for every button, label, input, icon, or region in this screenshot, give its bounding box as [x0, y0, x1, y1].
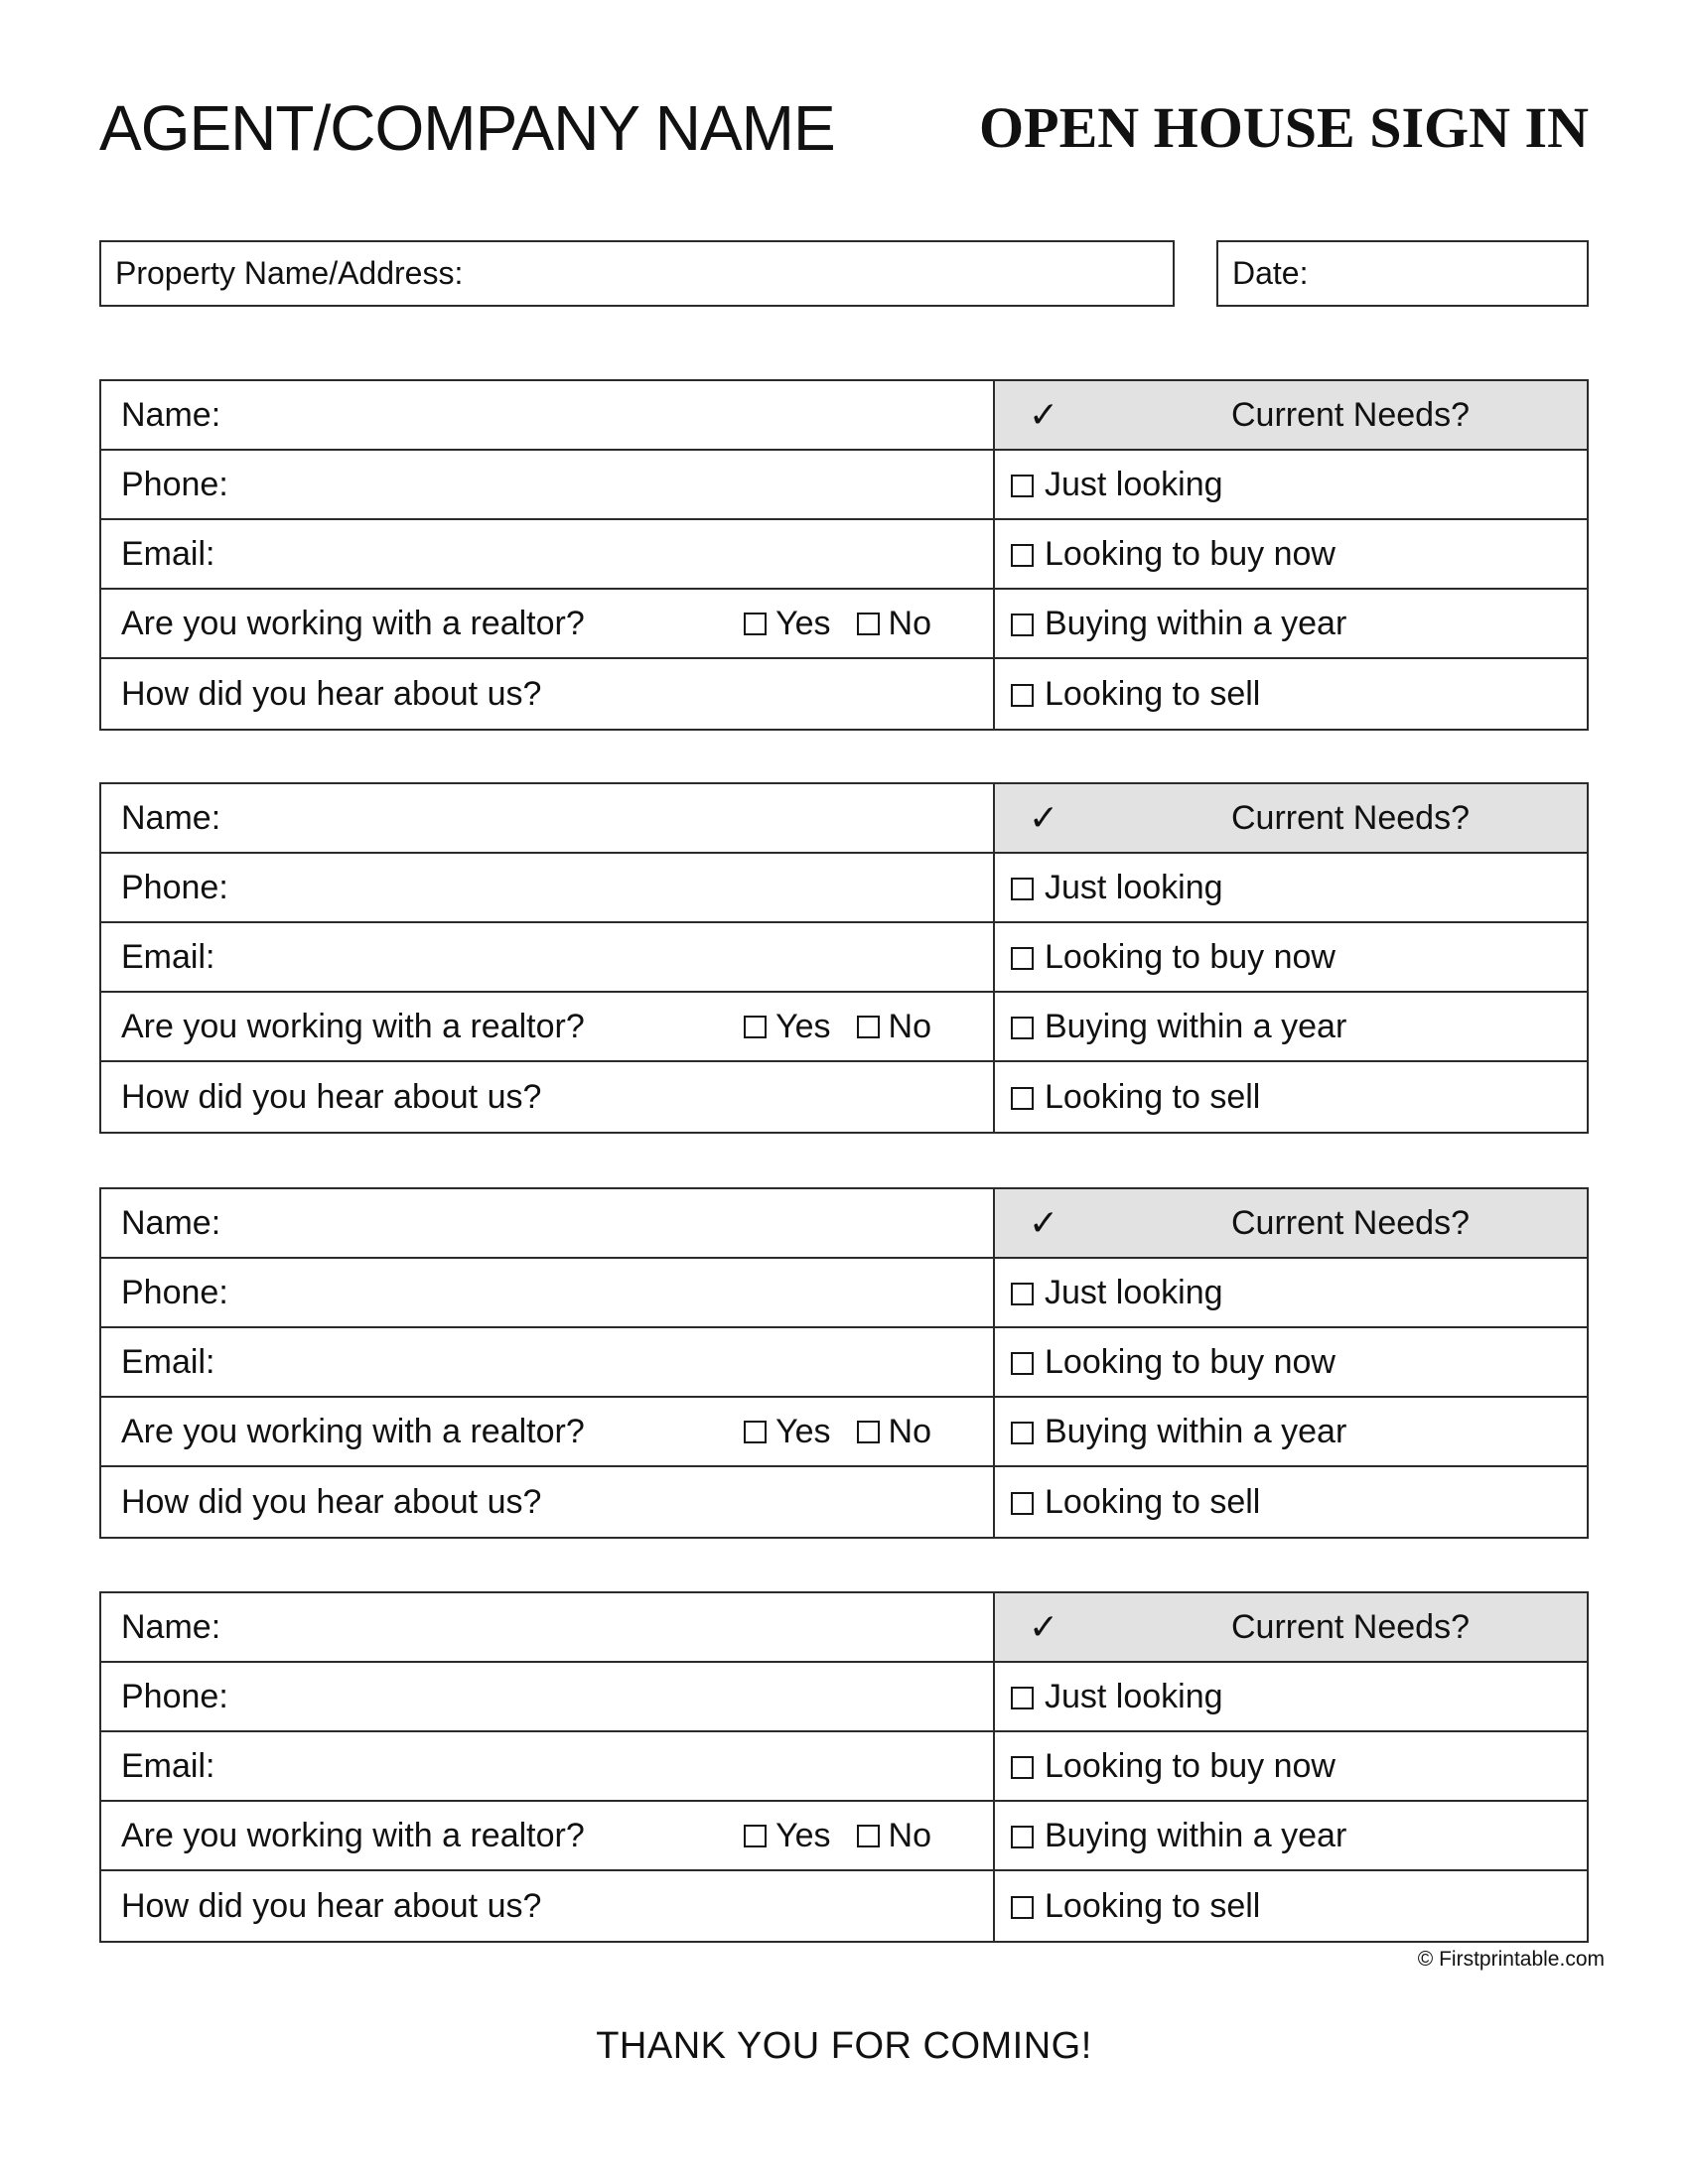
needs-option-label: Just looking — [1045, 868, 1223, 906]
realtor-question-row — [101, 590, 993, 659]
hear-about-us-field[interactable] — [101, 1467, 993, 1537]
no-label: No — [888, 1816, 931, 1854]
date-label: Date: — [1232, 255, 1309, 291]
phone-label: Phone: — [121, 1273, 228, 1311]
name-field[interactable] — [101, 784, 993, 854]
checkbox-icon[interactable] — [1011, 684, 1034, 707]
needs-option-row — [993, 1871, 1587, 1941]
needs-option-row — [993, 1802, 1587, 1871]
yes-label: Yes — [775, 1816, 831, 1854]
checkbox-icon[interactable] — [1011, 475, 1034, 497]
hear-about-us-field[interactable] — [101, 1871, 993, 1941]
realtor-question-row — [101, 1802, 993, 1871]
thank-you-message: THANK YOU FOR COMING! — [596, 2025, 1092, 2067]
no-checkbox-icon[interactable] — [857, 1825, 880, 1847]
property-address-label: Property Name/Address: — [115, 255, 464, 291]
needs-option-label: Just looking — [1045, 1677, 1223, 1715]
realtor-question-row — [101, 993, 993, 1062]
email-field[interactable] — [101, 1732, 993, 1802]
check-mark-icon: ✓ — [1029, 394, 1059, 436]
no-label: No — [888, 1412, 931, 1450]
needs-option-label: Buying within a year — [1045, 1007, 1347, 1045]
yes-checkbox-icon[interactable] — [744, 1421, 767, 1443]
needs-option-row — [993, 1467, 1587, 1537]
name-label: Name: — [121, 1607, 221, 1646]
needs-header-label: Current Needs? — [1230, 1607, 1470, 1646]
yes-option — [744, 1817, 830, 1855]
checkbox-icon[interactable] — [1011, 1687, 1034, 1709]
realtor-question-label: Are you working with a realtor? — [121, 1816, 585, 1854]
realtor-question-row — [101, 1398, 993, 1467]
check-mark-icon: ✓ — [1029, 1202, 1059, 1244]
needs-option-row — [993, 923, 1587, 993]
checkbox-icon[interactable] — [1011, 1352, 1034, 1375]
needs-option-row — [993, 1663, 1587, 1732]
checkbox-icon[interactable] — [1011, 1017, 1034, 1039]
name-label: Name: — [121, 798, 221, 837]
needs-option-label: Looking to buy now — [1045, 937, 1336, 976]
needs-header — [993, 1189, 1587, 1259]
needs-option-row — [993, 854, 1587, 923]
checkbox-icon[interactable] — [1011, 1283, 1034, 1305]
needs-header-label: Current Needs? — [1230, 395, 1470, 434]
realtor-question-label: Are you working with a realtor? — [121, 604, 585, 642]
email-label: Email: — [121, 534, 215, 573]
yes-label: Yes — [775, 604, 831, 642]
agent-company-title: AGENT/COMPANY NAME — [99, 92, 835, 164]
yes-option — [744, 1413, 830, 1451]
name-field[interactable] — [101, 1593, 993, 1663]
phone-label: Phone: — [121, 465, 228, 503]
checkbox-icon[interactable] — [1011, 1896, 1034, 1919]
hear-about-us-label: How did you hear about us? — [121, 674, 542, 713]
phone-field[interactable] — [101, 451, 993, 520]
realtor-question-label: Are you working with a realtor? — [121, 1412, 585, 1450]
phone-field[interactable] — [101, 854, 993, 923]
checkbox-icon[interactable] — [1011, 1422, 1034, 1444]
hear-about-us-label: How did you hear about us? — [121, 1482, 542, 1521]
checkbox-icon[interactable] — [1011, 544, 1034, 567]
email-field[interactable] — [101, 520, 993, 590]
realtor-question-label: Are you working with a realtor? — [121, 1007, 585, 1045]
email-label: Email: — [121, 1342, 215, 1381]
yes-no-group — [744, 1008, 931, 1046]
no-label: No — [888, 604, 931, 642]
needs-option-label: Just looking — [1045, 1273, 1223, 1311]
property-address-field[interactable] — [99, 240, 1175, 307]
hear-about-us-label: How did you hear about us? — [121, 1886, 542, 1925]
no-checkbox-icon[interactable] — [857, 613, 880, 635]
needs-option-label: Looking to sell — [1045, 1077, 1261, 1116]
no-option — [857, 605, 931, 643]
yes-label: Yes — [775, 1007, 831, 1045]
name-label: Name: — [121, 1203, 221, 1242]
checkbox-icon[interactable] — [1011, 1492, 1034, 1515]
signin-card — [99, 782, 1589, 1134]
phone-label: Phone: — [121, 1677, 228, 1715]
yes-no-group — [744, 605, 931, 643]
needs-option-label: Looking to sell — [1045, 1482, 1261, 1521]
no-checkbox-icon[interactable] — [857, 1421, 880, 1443]
yes-label: Yes — [775, 1412, 831, 1450]
checkbox-icon[interactable] — [1011, 1756, 1034, 1779]
needs-option-row — [993, 1328, 1587, 1398]
needs-header-label: Current Needs? — [1230, 1203, 1470, 1242]
email-label: Email: — [121, 1746, 215, 1785]
hear-about-us-field[interactable] — [101, 1062, 993, 1132]
needs-option-label: Just looking — [1045, 465, 1223, 503]
yes-option — [744, 605, 830, 643]
hear-about-us-field[interactable] — [101, 659, 993, 729]
hear-about-us-label: How did you hear about us? — [121, 1077, 542, 1116]
needs-option-label: Buying within a year — [1045, 1816, 1347, 1854]
phone-field[interactable] — [101, 1259, 993, 1328]
checkbox-icon[interactable] — [1011, 947, 1034, 970]
copyright-credit: © Firstprintable.com — [1417, 1948, 1605, 1971]
open-house-sign-in-title: OPEN HOUSE SIGN IN — [979, 95, 1589, 160]
needs-option-row — [993, 451, 1587, 520]
signin-card — [99, 379, 1589, 731]
needs-option-label: Buying within a year — [1045, 1412, 1347, 1450]
signin-card — [99, 1187, 1589, 1539]
name-label: Name: — [121, 395, 221, 434]
check-mark-icon: ✓ — [1029, 1606, 1059, 1648]
date-field[interactable] — [1216, 240, 1589, 307]
needs-option-label: Looking to buy now — [1045, 1746, 1336, 1785]
yes-checkbox-icon[interactable] — [744, 1825, 767, 1847]
yes-no-group — [744, 1413, 931, 1451]
name-field[interactable] — [101, 1189, 993, 1259]
yes-option — [744, 1008, 830, 1046]
needs-option-row — [993, 1259, 1587, 1328]
no-option — [857, 1008, 931, 1046]
email-label: Email: — [121, 937, 215, 976]
needs-option-row — [993, 520, 1587, 590]
checkbox-icon[interactable] — [1011, 878, 1034, 900]
needs-option-label: Looking to buy now — [1045, 534, 1336, 573]
phone-field[interactable] — [101, 1663, 993, 1732]
needs-header — [993, 381, 1587, 451]
needs-option-row — [993, 993, 1587, 1062]
needs-option-label: Looking to sell — [1045, 674, 1261, 713]
needs-header — [993, 784, 1587, 854]
needs-option-label: Looking to buy now — [1045, 1342, 1336, 1381]
signin-card — [99, 1591, 1589, 1943]
needs-header — [993, 1593, 1587, 1663]
checkbox-icon[interactable] — [1011, 614, 1034, 636]
check-mark-icon: ✓ — [1029, 797, 1059, 839]
yes-checkbox-icon[interactable] — [744, 613, 767, 635]
no-option — [857, 1817, 931, 1855]
no-checkbox-icon[interactable] — [857, 1016, 880, 1038]
needs-option-label: Looking to sell — [1045, 1886, 1261, 1925]
no-option — [857, 1413, 931, 1451]
needs-option-row — [993, 659, 1587, 729]
checkbox-icon[interactable] — [1011, 1826, 1034, 1848]
needs-option-row — [993, 1732, 1587, 1802]
needs-option-row — [993, 1062, 1587, 1132]
checkbox-icon[interactable] — [1011, 1087, 1034, 1110]
email-field[interactable] — [101, 1328, 993, 1398]
email-field[interactable] — [101, 923, 993, 993]
needs-option-row — [993, 1398, 1587, 1467]
phone-label: Phone: — [121, 868, 228, 906]
needs-option-row — [993, 590, 1587, 659]
needs-header-label: Current Needs? — [1230, 798, 1470, 837]
yes-no-group — [744, 1817, 931, 1855]
needs-option-label: Buying within a year — [1045, 604, 1347, 642]
yes-checkbox-icon[interactable] — [744, 1016, 767, 1038]
no-label: No — [888, 1007, 931, 1045]
name-field[interactable] — [101, 381, 993, 451]
